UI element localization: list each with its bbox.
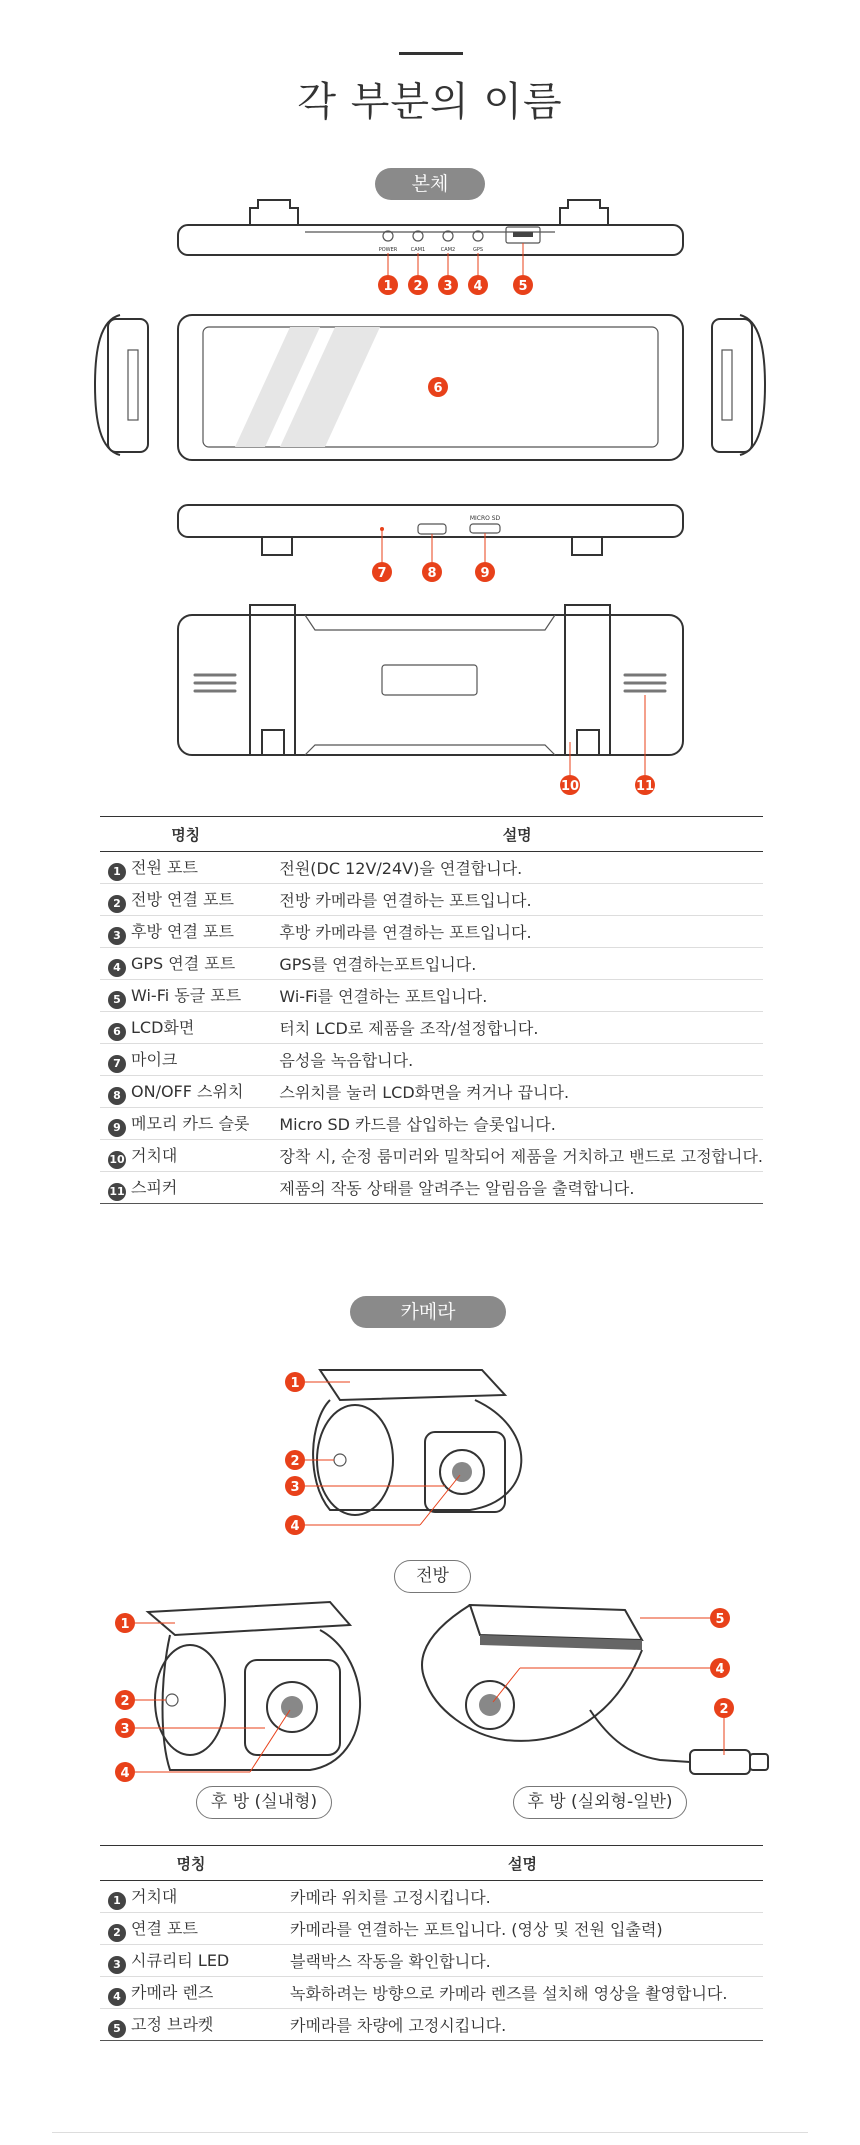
- part-name-cell: [100, 1108, 271, 1140]
- part-number-badge: 10: [108, 1151, 126, 1169]
- table-row: [100, 1881, 763, 1913]
- svg-text:1: 1: [290, 1376, 300, 1391]
- rear-indoor-camera-diagram: [0, 1590, 430, 1800]
- front-camera-diagram: [0, 1360, 860, 1550]
- table-row: [100, 1945, 763, 1977]
- port-label-cam1: CAM1: [410, 247, 426, 253]
- table-row: [100, 1044, 763, 1076]
- camera-parts-table: [100, 1845, 763, 2041]
- part-description: 카메라를 차량에 고정시킵니다.: [282, 2009, 763, 2041]
- part-name-cell: [100, 1076, 271, 1108]
- svg-text:5: 5: [518, 279, 528, 294]
- rear-indoor-label: 후 방 (실내형): [196, 1786, 332, 1819]
- part-name: ON/OFF 스위치: [131, 1081, 244, 1101]
- marker-8: [422, 562, 442, 582]
- part-name-cell: [100, 2009, 282, 2041]
- table-row: [100, 1012, 763, 1044]
- part-number-badge: 3: [108, 927, 126, 945]
- table-row: [100, 980, 763, 1012]
- part-name-cell: [100, 1012, 271, 1044]
- part-name-cell: [100, 884, 271, 916]
- page-title: 각 부분의 이름: [297, 79, 563, 125]
- part-description: 터치 LCD로 제품을 조작/설정합니다.: [271, 1012, 763, 1044]
- part-number-badge: 9: [108, 1119, 126, 1137]
- part-description: GPS를 연결하는포트입니다.: [271, 948, 763, 980]
- svg-text:5: 5: [715, 1612, 725, 1627]
- svg-text:3: 3: [290, 1480, 300, 1495]
- svg-text:2: 2: [120, 1694, 130, 1709]
- part-name-cell: [100, 1945, 282, 1977]
- camera-marker-3: [285, 1476, 305, 1496]
- part-description: 카메라 위치를 고정시킵니다.: [282, 1881, 763, 1913]
- column-header-desc: 설명: [282, 1846, 763, 1881]
- part-number-badge: 8: [108, 1087, 126, 1105]
- part-name-cell: [100, 1140, 271, 1172]
- marker-11: [635, 775, 655, 795]
- camera-marker-1: [285, 1372, 305, 1392]
- part-number-badge: 6: [108, 1023, 126, 1041]
- part-name: GPS 연결 포트: [131, 953, 236, 973]
- port-label-power: POWER: [378, 247, 398, 253]
- part-name: 마이크: [131, 1049, 178, 1069]
- part-number-badge: 11: [108, 1183, 126, 1201]
- table-row: [100, 1140, 763, 1172]
- svg-text:6: 6: [433, 381, 443, 396]
- sd-slot-label: MICRO SD: [469, 515, 501, 522]
- svg-text:4: 4: [120, 1766, 130, 1781]
- camera-marker-4: [285, 1515, 305, 1535]
- marker-6: [428, 377, 448, 397]
- body-top-view-diagram: [0, 195, 860, 305]
- camera-marker-2: [285, 1450, 305, 1470]
- body-bottom-view-diagram: [0, 500, 860, 595]
- part-name-cell: [100, 948, 271, 980]
- part-description: 스위치를 눌러 LCD화면을 켜거나 끕니다.: [271, 1076, 763, 1108]
- part-description: 장착 시, 순정 룸미러와 밀착되어 제품을 거치하고 밴드로 고정합니다.: [271, 1140, 763, 1172]
- svg-text:4: 4: [715, 1662, 725, 1677]
- body-parts-table: [100, 816, 763, 1204]
- part-description: 녹화하려는 방향으로 카메라 렌즈를 설치해 영상을 촬영합니다.: [282, 1977, 763, 2009]
- front-camera-label: 전방: [394, 1560, 471, 1593]
- part-number-badge: 5: [108, 2020, 126, 2038]
- part-name: 전원 포트: [131, 857, 198, 877]
- part-description: 전원(DC 12V/24V)을 연결합니다.: [271, 852, 763, 884]
- outdoor-marker-5: [710, 1608, 730, 1628]
- section-label-camera: 카메라: [350, 1296, 506, 1328]
- svg-text:7: 7: [377, 566, 387, 581]
- part-number-badge: 2: [108, 1924, 126, 1942]
- footer-divider: [52, 2132, 808, 2133]
- table-row: [100, 2009, 763, 2041]
- outdoor-marker-4: [710, 1658, 730, 1678]
- part-name: 시큐리티 LED: [131, 1950, 230, 1970]
- svg-text:8: 8: [427, 566, 437, 581]
- title-decoration-line: [399, 52, 463, 55]
- part-description: 카메라를 연결하는 포트입니다. (영상 및 전원 입출력): [282, 1913, 763, 1945]
- part-name-cell: [100, 1881, 282, 1913]
- outdoor-marker-2: [714, 1698, 734, 1718]
- marker-4: [468, 275, 488, 295]
- column-header-desc: 설명: [271, 817, 763, 852]
- part-number-badge: 1: [108, 863, 126, 881]
- part-description: 블랙박스 작동을 확인합니다.: [282, 1945, 763, 1977]
- rear-outdoor-camera-diagram: [410, 1590, 860, 1800]
- column-header-name: 명칭: [100, 1846, 282, 1881]
- part-description: 제품의 작동 상태를 알려주는 알림음을 출력합니다.: [271, 1172, 763, 1204]
- indoor-marker-2: [115, 1690, 135, 1710]
- svg-text:3: 3: [120, 1722, 130, 1737]
- part-description: Wi-Fi를 연결하는 포트입니다.: [271, 980, 763, 1012]
- part-description: Micro SD 카드를 삽입하는 슬롯입니다.: [271, 1108, 763, 1140]
- body-back-view-diagram: [0, 600, 860, 800]
- part-number-badge: 7: [108, 1055, 126, 1073]
- part-name: 스피커: [131, 1177, 178, 1197]
- rear-outdoor-label: 후 방 (실외형-일반): [513, 1786, 687, 1819]
- part-name-cell: [100, 1913, 282, 1945]
- part-number-badge: 5: [108, 991, 126, 1009]
- part-name-cell: [100, 1172, 271, 1204]
- part-name-cell: [100, 980, 271, 1012]
- table-row: [100, 1108, 763, 1140]
- indoor-marker-4: [115, 1762, 135, 1782]
- svg-text:3: 3: [443, 279, 453, 294]
- svg-text:10: 10: [560, 779, 580, 794]
- marker-9: [475, 562, 495, 582]
- indoor-marker-3: [115, 1718, 135, 1738]
- svg-text:4: 4: [473, 279, 483, 294]
- part-name-cell: [100, 1044, 271, 1076]
- part-number-badge: 4: [108, 1988, 126, 2006]
- part-name: 거치대: [131, 1886, 178, 1906]
- marker-5: [513, 275, 533, 295]
- part-name: 메모리 카드 슬롯: [131, 1113, 250, 1133]
- part-description: 후방 카메라를 연결하는 포트입니다.: [271, 916, 763, 948]
- table-row: [100, 884, 763, 916]
- port-label-cam2: CAM2: [440, 247, 456, 253]
- section-label-body: 본체: [375, 168, 485, 200]
- svg-text:2: 2: [413, 279, 423, 294]
- svg-text:1: 1: [383, 279, 393, 294]
- svg-text:1: 1: [120, 1617, 130, 1632]
- indoor-marker-1: [115, 1613, 135, 1633]
- part-name: LCD화면: [131, 1017, 195, 1037]
- part-name: 연결 포트: [131, 1918, 198, 1938]
- part-name-cell: [100, 852, 271, 884]
- table-row: [100, 1913, 763, 1945]
- table-row: [100, 1172, 763, 1204]
- svg-text:11: 11: [635, 779, 655, 794]
- part-name: 고정 브라켓: [131, 2014, 214, 2034]
- marker-7: [372, 562, 392, 582]
- marker-3: [438, 275, 458, 295]
- part-name: 카메라 렌즈: [131, 1982, 214, 2002]
- table-row: [100, 1977, 763, 2009]
- marker-1: [378, 275, 398, 295]
- table-row: [100, 948, 763, 980]
- svg-text:9: 9: [480, 566, 490, 581]
- svg-text:4: 4: [290, 1519, 300, 1534]
- part-name: 전방 연결 포트: [131, 889, 234, 909]
- part-number-badge: 1: [108, 1892, 126, 1910]
- part-number-badge: 2: [108, 895, 126, 913]
- part-description: 전방 카메라를 연결하는 포트입니다.: [271, 884, 763, 916]
- part-name: 거치대: [131, 1145, 178, 1165]
- column-header-name: 명칭: [100, 817, 271, 852]
- port-label-gps: GPS: [472, 247, 484, 253]
- marker-2: [408, 275, 428, 295]
- marker-10: [560, 775, 580, 795]
- table-row: [100, 916, 763, 948]
- part-name: Wi-Fi 동글 포트: [131, 985, 242, 1005]
- table-row: [100, 852, 763, 884]
- part-name-cell: [100, 916, 271, 948]
- part-name: 후방 연결 포트: [131, 921, 234, 941]
- svg-text:2: 2: [290, 1454, 300, 1469]
- table-row: [100, 1076, 763, 1108]
- part-number-badge: 3: [108, 1956, 126, 1974]
- svg-text:2: 2: [719, 1702, 729, 1717]
- part-name-cell: [100, 1977, 282, 2009]
- body-front-view-diagram: [0, 305, 860, 470]
- part-number-badge: 4: [108, 959, 126, 977]
- part-description: 음성을 녹음합니다.: [271, 1044, 763, 1076]
